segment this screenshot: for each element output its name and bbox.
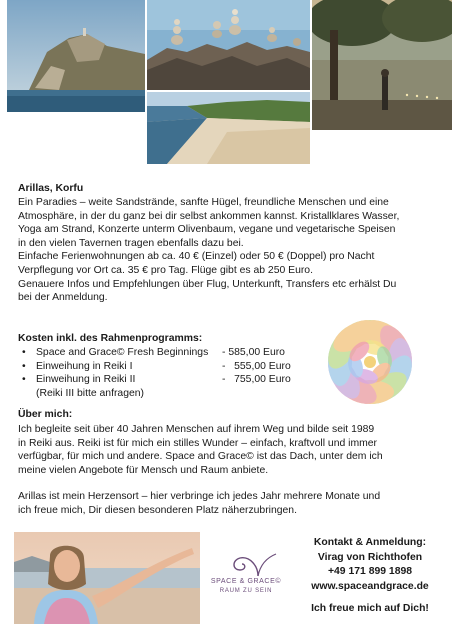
- logo-subtitle: RAUM ZU SEIN: [219, 588, 273, 594]
- heading: Arillas, Korfu: [18, 183, 84, 194]
- photo-coast-cliff: [7, 0, 145, 112]
- closing-text: Arillas ist mein Herzensort – hier verbringe ich jedes Jahr mehrere Monate und ich freue mich, Dir diesen besonderen Platz näherzubringen.: [18, 491, 381, 516]
- list-item: • Einweihung in Reiki I - 555,00 Euro: [22, 360, 291, 372]
- intro-text: Ein Paradies – weite Sandstrände, sanfte Hügel, freundliche Menschen und eine Atmosphäre, in der du ganz bei dir selbst ankommen kannst. Kristallklares Wasser, Yoga am Strand, Konzerte unterm Olivenbaum, vegane und vegetarische Speisen in den vielen Tavernen tragen ebenfalls dazu bei. Einfache Ferienwohnungen ab ca. 40 € (Einzel) oder 50 € (Doppel) pro Nacht Verpflegung vor Ort ca. 35 € pro Tag. Flüge gibt es ab 250 Euro. Genauere Infos und Empfehlungen über Flug, Unterkunft, Transfers etc erhälst Du bei der Anmeldung.: [18, 197, 400, 304]
- photo-stone-cairns: [147, 0, 310, 90]
- contact-name: Virag von Richthofen: [317, 551, 423, 563]
- costs-list: [22, 346, 291, 400]
- list-item: • Einweihung in Reiki II - 755,00 Euro: [22, 374, 291, 386]
- bullet-icon: •: [22, 374, 26, 386]
- costs-note: (Reiki III bitte anfragen): [36, 387, 144, 399]
- contact-block: [296, 536, 444, 617]
- costs-title: Kosten inkl. des Rahmenprogramms:: [18, 333, 203, 344]
- photo-sandy-beach: [147, 92, 310, 164]
- photo-portrait: [14, 532, 200, 624]
- contact-website[interactable]: www.spaceandgrace.de: [311, 580, 429, 592]
- contact-closing: Ich freue mich auf Dich!: [311, 603, 429, 614]
- spiral-logo-icon: [200, 550, 292, 580]
- space-and-grace-logo: [200, 550, 292, 610]
- mandala-illustration: [308, 306, 432, 418]
- contact-title: Kontakt & Anmeldung:: [313, 537, 427, 548]
- list-item: • Space and Grace© Fresh Beginnings - 585,00 Euro: [22, 347, 285, 358]
- about-text: Ich begleite seit über 40 Jahren Menschen auf ihrem Weg und bilde seit 1989 in Reiki aus. Reiki ist für mich ein stilles Wunder – einfach, kraftvoll und immer verfügbar, für mich und andere. Space and Grace© ist das Dach, unter dem ich meine vielen Angebote für Mensch und Raum anbiete.: [18, 424, 383, 476]
- bullet-icon: •: [22, 347, 26, 358]
- logo-title: SPACE & GRACE©: [210, 578, 282, 585]
- photo-concert-tree: [312, 0, 452, 130]
- about-title: Über mich:: [18, 409, 73, 420]
- bullet-icon: •: [22, 360, 26, 372]
- contact-phone[interactable]: +49 171 899 1898: [327, 566, 413, 577]
